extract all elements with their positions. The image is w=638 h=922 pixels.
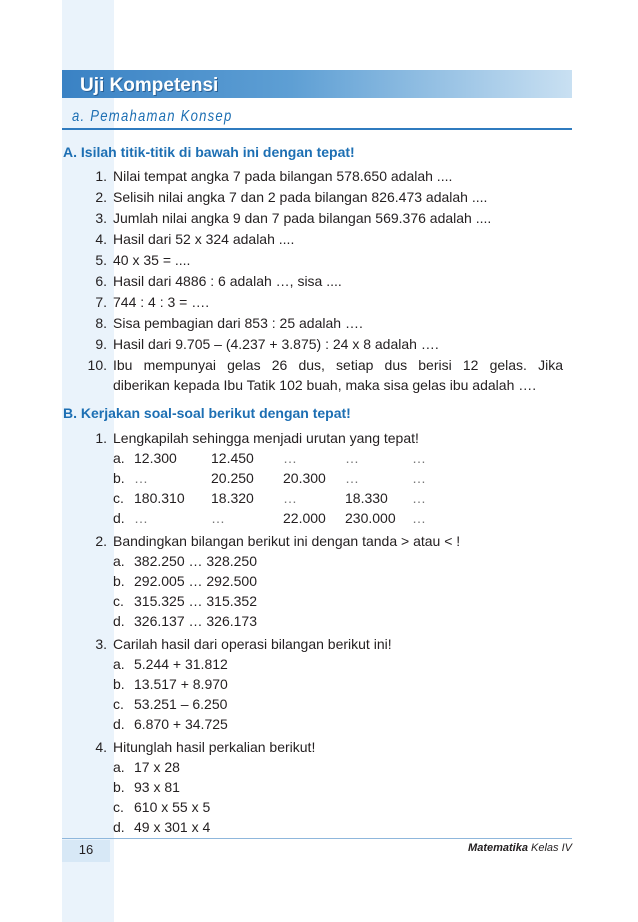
item-number: 1. [95,168,107,184]
sub-label: b. [113,470,125,486]
subtitle-underline [62,128,572,130]
item-text: Bandingkan bilangan berikut ini dengan tanda > atau < ! [113,533,461,549]
seq-cell: … [345,470,359,486]
item-number: 1. [95,430,107,446]
sub-label: d. [113,510,125,526]
page-number: 16 [62,840,110,862]
footer-divider [62,838,572,839]
seq-cell: … [134,470,148,486]
sub-label: b. [113,676,125,692]
seq-cell: 12.450 [211,450,254,466]
sub-value: 17 x 28 [134,759,180,775]
seq-cell: 18.320 [211,490,254,506]
sub-label: d. [113,819,125,835]
seq-cell: … [412,450,426,466]
seq-cell: … [412,490,426,506]
item-text-line2: diberikan kepada Ibu Tatik 102 buah, maka sisa gelas ibu adalah …. [113,377,537,393]
item-text: Selisih nilai angka 7 dan 2 pada bilangan 826.473 adalah .... [113,189,488,205]
sub-value: 6.870 + 34.725 [134,716,228,732]
seq-cell: … [211,510,225,526]
sub-label: a. [113,450,125,466]
seq-cell: … [283,450,297,466]
item-text: Carilah hasil dari operasi bilangan berikut ini! [113,636,392,652]
sub-label: c. [113,490,124,506]
sub-value: 315.325 … 315.352 [134,593,257,609]
sub-value: 5.244 + 31.812 [134,656,228,672]
item-text: Sisa pembagian dari 853 : 25 adalah …. [113,315,363,331]
item-text: Nilai tempat angka 7 pada bilangan 578.650 adalah .... [113,168,453,184]
item-number: 10. [87,357,107,373]
sub-value: 292.005 … 292.500 [134,573,257,589]
sub-label: d. [113,613,125,629]
item-number: 3. [95,636,107,652]
item-text: Hasil dari 9.705 – (4.237 + 3.875) : 24 x 8 adalah …. [113,336,439,352]
item-number: 7. [95,294,107,310]
sub-label: a. [113,759,125,775]
item-number: 8. [95,315,107,331]
sub-value: 49 x 301 x 4 [134,819,211,835]
sub-label: a. [113,553,125,569]
seq-cell: … [412,510,426,526]
item-number: 3. [95,210,107,226]
seq-cell: 22.000 [283,510,326,526]
item-number: 9. [95,336,107,352]
item-number: 2. [95,189,107,205]
seq-cell: 230.000 [345,510,396,526]
item-text: Hasil dari 4886 : 6 adalah …, sisa .... [113,273,342,289]
sub-value: 610 x 55 x 5 [134,799,211,815]
footer-book-title [468,842,572,854]
item-number: 4. [95,231,107,247]
sub-label: d. [113,716,125,732]
item-text: Hasil dari 52 x 324 adalah .... [113,231,295,247]
sub-value: 13.517 + 8.970 [134,676,228,692]
sub-label: c. [113,799,124,815]
section-subtitle: a. Pemahaman Konsep [72,108,233,125]
sub-label: a. [113,656,125,672]
item-text-wrapped [113,355,563,395]
item-text-line1: Ibu mempunyai gelas 26 dus, setiap dus berisi 12 gelas. Jika [113,357,563,373]
item-text: Jumlah nilai angka 9 dan 7 pada bilangan 569.376 adalah .... [113,210,492,226]
seq-cell: 20.300 [283,470,326,486]
footer-subject: Matematika [468,842,528,854]
seq-cell: … [283,490,297,506]
item-text: 40 x 35 = .... [113,252,191,268]
sub-value: 93 x 81 [134,779,180,795]
side-strip [62,0,114,922]
seq-cell: … [412,470,426,486]
item-number: 4. [95,739,107,755]
item-text: Hitunglah hasil perkalian berikut! [113,739,316,755]
section-b-heading: B. Kerjakan soal-soal berikut dengan tepat! [63,405,351,421]
seq-cell: 180.310 [134,490,185,506]
sub-label: b. [113,779,125,795]
sub-label: b. [113,573,125,589]
footer-class: Kelas IV [531,842,572,854]
sub-value: 326.137 … 326.173 [134,613,257,629]
seq-cell: … [345,450,359,466]
item-text: 744 : 4 : 3 = …. [113,294,210,310]
sub-label: c. [113,593,124,609]
item-text: Lengkapilah sehingga menjadi urutan yang tepat! [113,430,419,446]
seq-cell: … [134,510,148,526]
page-title: Uji Kompetensi [80,75,219,96]
seq-cell: 12.300 [134,450,177,466]
item-number: 6. [95,273,107,289]
seq-cell: 20.250 [211,470,254,486]
sub-value: 53.251 – 6.250 [134,696,228,712]
sub-label: c. [113,696,124,712]
item-number: 2. [95,533,107,549]
sub-value: 382.250 … 328.250 [134,553,257,569]
section-a-heading: A. Isilah titik-titik di bawah ini dengan tepat! [63,144,355,160]
item-number: 5. [95,252,107,268]
seq-cell: 18.330 [345,490,388,506]
